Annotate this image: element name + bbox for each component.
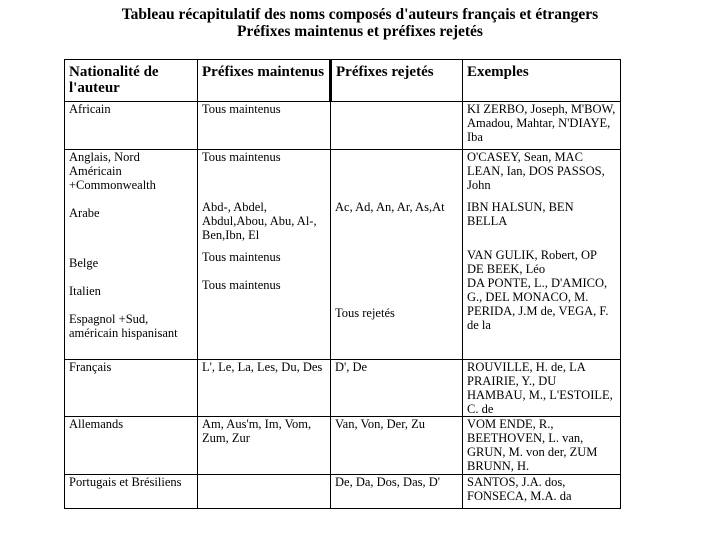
prefixes-rejected-text (335, 250, 458, 278)
cell-examples: SANTOS, J.A. dos, FONSECA, M.A. da (463, 475, 621, 509)
nationality-label: Africain (69, 102, 111, 116)
table-row (65, 150, 621, 360)
cell-prefixes-kept: Tous maintenus (198, 102, 331, 150)
examples-text: PERIDA, J.M de, VEGA, F. de la (467, 304, 609, 332)
nationality-label: Anglais, Nord Américain +Commonwealth (69, 150, 156, 192)
cell-prefixes-kept: Am, Aus'm, Im, Vom, Zum, Zur (198, 417, 331, 475)
prefixes-kept-text: Tous maintenus (202, 150, 281, 164)
cell-prefixes-rejected (331, 150, 463, 360)
cell-examples: KI ZERBO, Joseph, M'BOW, Amadou, Mahtar, N'DIAYE, Iba (463, 102, 621, 150)
prefixes-kept-text: Abd-, Abdel, Abdul,Abou, Abu, Al-, Ben,Ibn, El (202, 200, 317, 242)
table-row (65, 417, 621, 475)
examples-text: DA PONTE, L., D'AMICO, G., DEL MONACO, M. (467, 276, 608, 304)
summary-table (64, 59, 621, 509)
cell-prefixes-kept: L', Le, La, Les, Du, Des (198, 360, 331, 417)
cell-examples: VOM ENDE, R., BEETHOVEN, L. van, GRUN, M. von der, ZUM BRUNN, H. (463, 417, 621, 475)
table-row (65, 102, 621, 150)
examples-text: O'CASEY, Sean, MAC LEAN, Ian, DOS PASSOS, John (467, 150, 605, 192)
cell-prefixes-rejected (331, 102, 463, 150)
cell-nationality (65, 360, 198, 417)
header-prefixes-kept: Préfixes maintenus (198, 60, 331, 102)
cell-examples (463, 150, 621, 360)
nationality-label: Allemands (69, 417, 124, 431)
nationality-label: Portugais et Brésiliens (69, 475, 182, 489)
header-nationality: Nationalité de l'auteur (65, 60, 198, 102)
table-row (65, 475, 621, 509)
title-line-2: Préfixes maintenus et préfixes rejetés (237, 23, 483, 40)
prefixes-rejected-text (335, 150, 458, 200)
cell-prefixes-kept (198, 475, 331, 509)
cell-examples: ROUVILLE, H. de, LA PRAIRIE, Y., DU HAMBAU, M., L'ESTOILE, C. de (463, 360, 621, 417)
header-row (65, 60, 621, 102)
prefixes-kept-text: Tous maintenus (202, 278, 281, 292)
cell-nationality (65, 417, 198, 475)
prefixes-rejected-text: Tous rejetés (335, 306, 395, 320)
nationality-label: Espagnol +Sud, américain hispanisant (69, 312, 178, 340)
cell-nationality (65, 150, 198, 360)
document-title (0, 6, 720, 40)
header-prefixes-rejected: Préfixes rejetés (331, 60, 463, 102)
cell-nationality (65, 475, 198, 509)
nationality-label: Belge (69, 256, 99, 270)
cell-prefixes-rejected: D', De (331, 360, 463, 417)
table-row (65, 360, 621, 417)
header-examples: Exemples (463, 60, 621, 102)
prefixes-kept-text: Tous maintenus (202, 250, 281, 264)
nationality-label: Italien (69, 284, 101, 298)
examples-text: VAN GULIK, Robert, OP DE BEEK, Léo (467, 248, 597, 276)
cell-prefixes-rejected: De, Da, Dos, Das, D' (331, 475, 463, 509)
prefixes-rejected-text: Ac, Ad, An, Ar, As,At (335, 200, 445, 214)
nationality-label: Français (69, 360, 112, 374)
cell-prefixes-rejected: Van, Von, Der, Zu (331, 417, 463, 475)
nationality-label: Arabe (69, 206, 100, 220)
title-line-1: Tableau récapitulatif des noms composés d'auteurs français et étrangers (121, 6, 599, 23)
examples-text: IBN HALSUN, BEN BELLA (467, 200, 574, 228)
cell-nationality (65, 102, 198, 150)
cell-prefixes-kept (198, 150, 331, 360)
prefixes-rejected-text (335, 278, 458, 306)
